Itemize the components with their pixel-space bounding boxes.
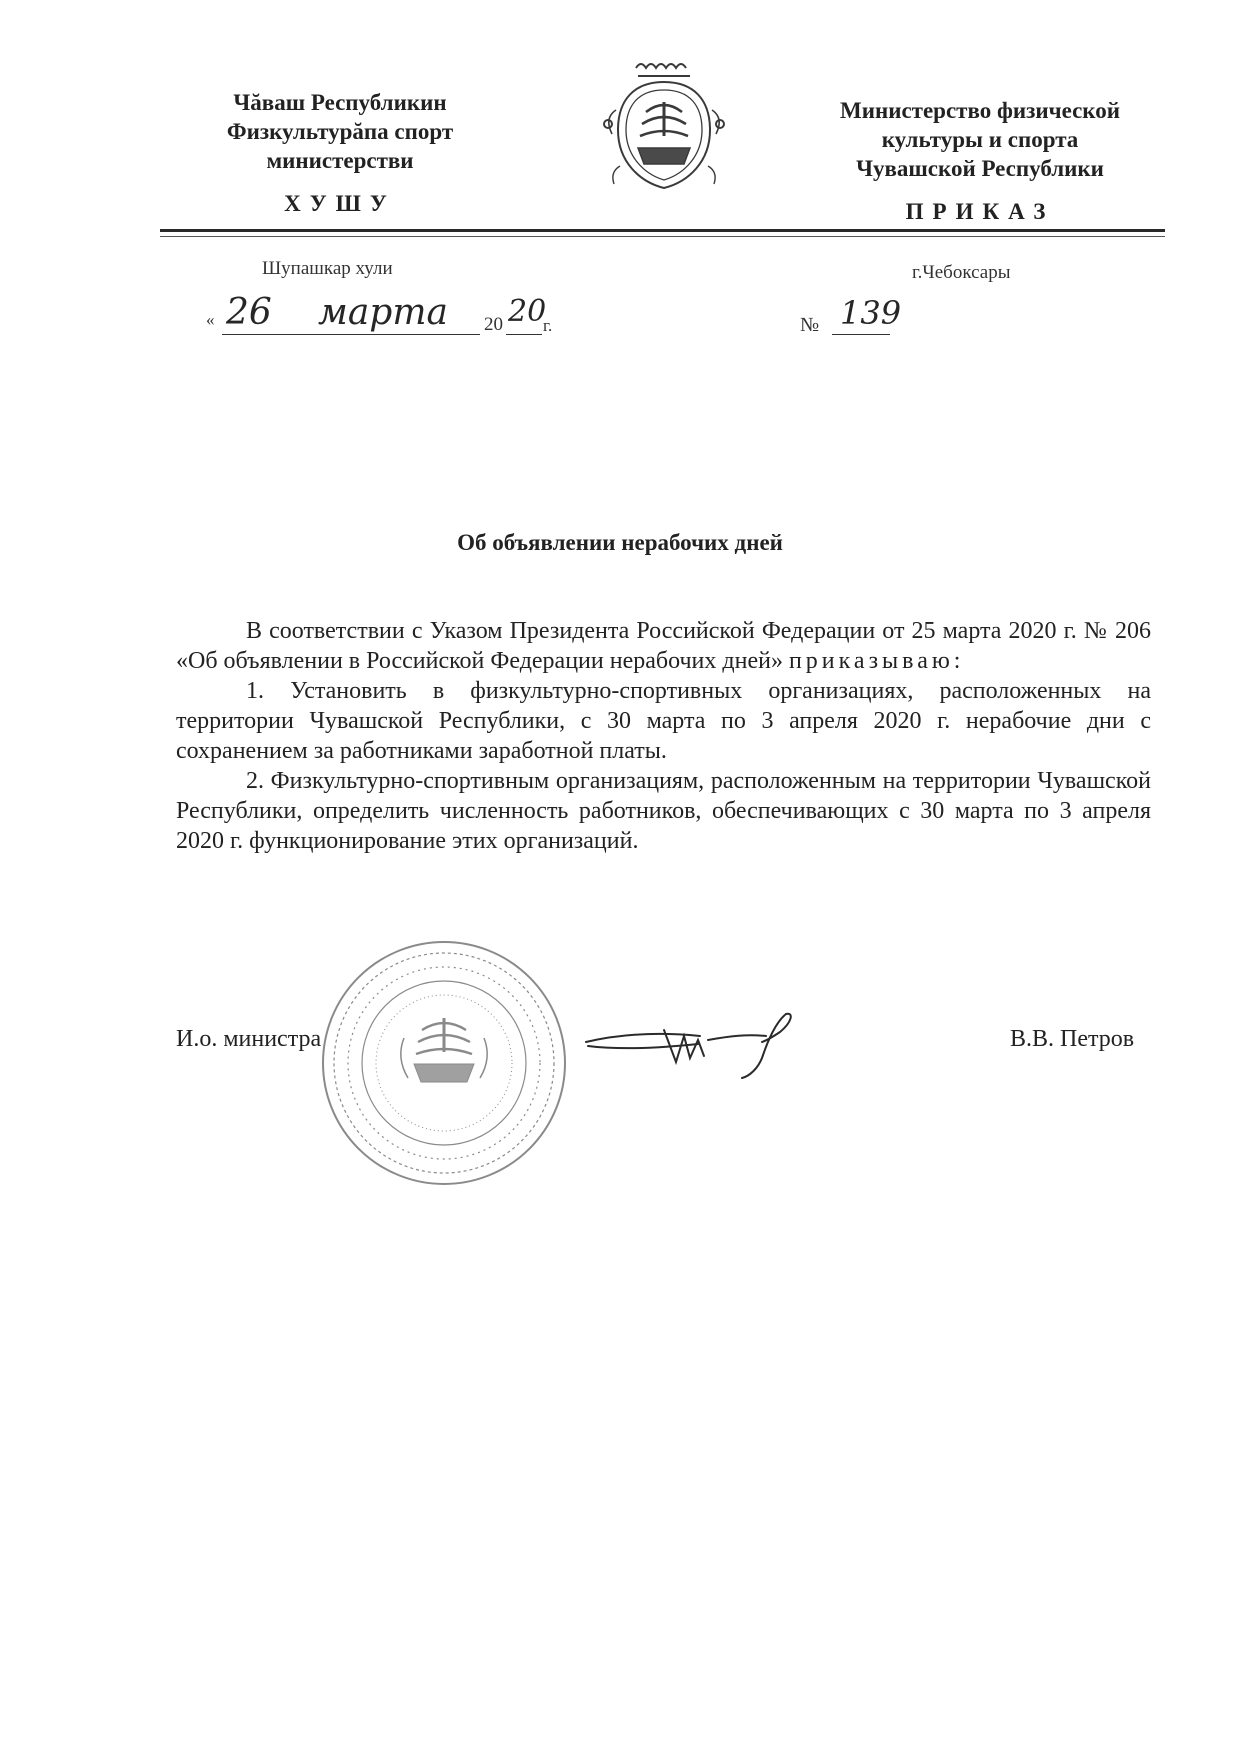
document-title: Об объявлении нерабочих дней <box>457 530 783 555</box>
header-left-line-3: министерстви <box>266 148 414 173</box>
official-seal-icon <box>318 938 570 1188</box>
date-month: марта <box>318 292 448 333</box>
header-left-block <box>190 88 490 218</box>
place-russian: г.Чебоксары <box>912 262 1011 283</box>
order-number-underline <box>832 334 890 335</box>
header-right-line-2: культуры и спорта <box>881 127 1079 152</box>
header-left-doc-type: ХУШУ <box>284 191 396 216</box>
place-chuvash: Шупашкар хули <box>262 258 393 279</box>
handwritten-signature-icon <box>580 1006 820 1086</box>
header-divider-thick <box>160 229 1165 232</box>
header-right-line-3: Чувашской Республики <box>856 156 1104 181</box>
header-right-block <box>800 96 1160 226</box>
body-intro <box>176 616 1151 676</box>
header-left-line-1: Чăваш Республикин <box>233 90 447 115</box>
date-year-suffix: 20 <box>508 294 547 329</box>
date-underline <box>222 334 480 335</box>
signatory-name: В.В. Петров <box>1010 1026 1135 1052</box>
header-right-doc-type: ПРИКАЗ <box>905 199 1055 224</box>
body-item-1: 1. Установить в физкультурно-спортивных организациях, расположенных на территории Чувашской Республики, с 30 марта по 3 апреля 2020 г. нерабочие дни с сохранением за работниками заработной платы. <box>176 678 1151 764</box>
date-day: 26 <box>226 292 272 333</box>
body-intro-text: В соответствии с Указом Президента Российской Федерации от 25 марта 2020 г. № 206 «Об объявлении в Российской Федерации нерабочих дней» <box>176 618 1151 674</box>
header-left-line-2: Физкультурăпа спорт <box>226 119 454 144</box>
date-open-quote: « <box>206 310 215 329</box>
document-body <box>176 616 1151 856</box>
date-year-prefix: 20 <box>484 314 503 335</box>
body-order-word: приказываю: <box>788 648 965 674</box>
date-year-underline <box>506 334 542 335</box>
chuvash-coat-of-arms-icon <box>598 54 730 192</box>
date-year-unit: г. <box>543 316 553 335</box>
header-divider-thin <box>160 236 1165 237</box>
order-number-sign: № <box>800 314 820 336</box>
signatory-role: И.о. министра <box>176 1026 322 1052</box>
body-item-2: 2. Физкультурно-спортивным организациям, расположенным на территории Чувашской Республики, определить численность работников, обеспечивающих с 30 марта по 3 апреля 2020 г. функционирование этих организаций. <box>176 768 1151 854</box>
order-number: 139 <box>840 294 902 332</box>
header-right-line-1: Министерство физической <box>839 98 1121 123</box>
